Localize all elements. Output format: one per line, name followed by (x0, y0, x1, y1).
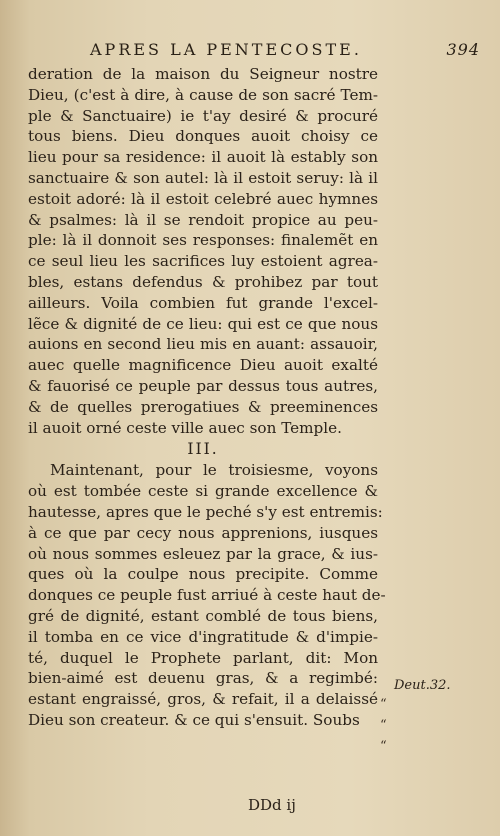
text-line: ce seul lieu les sacrifices luy estoient agrea- (28, 252, 378, 271)
quote-mark: “ (380, 697, 387, 712)
text-line: sanctuaire & son autel: là il estoit seruy: là il (28, 168, 378, 187)
page-number: 394 (446, 40, 480, 59)
text-line: auec quelle magnificence Dieu auoit exalté (28, 356, 378, 375)
running-header (90, 40, 480, 59)
text-line: ple & Sanctuaire) ie t'ay desiré & procuré (28, 106, 378, 125)
paragraph-2 (28, 460, 386, 730)
text-body (28, 64, 386, 731)
marginal-citation: Deut.32. (394, 678, 451, 693)
text-line: hautesse, apres que le peché s'y est entremis: (28, 502, 383, 521)
text-line: & psalmes: là il se rendoit propice au peu- (28, 210, 378, 229)
text-line: bles, estans defendus & prohibez par tout (28, 272, 378, 291)
text-line: il tomba en ce vice d'ingratitude & d'impie- (28, 627, 378, 646)
text-line: lieu pour sa residence: il auoit là estably son (28, 148, 378, 167)
section-number: III. (187, 440, 219, 459)
text-line: deration de la maison du Seigneur nostre (28, 65, 378, 83)
text-line: à ce que par cecy nous apprenions, iusques (28, 523, 378, 542)
text-line: ple: là il donnoit ses responses: finalemẽt en (28, 231, 378, 250)
text-line: Maintenant, pour le troisiesme, voyons (50, 461, 378, 480)
signature-mark: DDd ij (248, 796, 296, 814)
text-line: ques où la coulpe nous precipite. Comme (28, 565, 378, 584)
running-title: APRES LA PENTECOSTE. (90, 40, 362, 59)
quote-mark: “ (380, 718, 387, 733)
text-line: estoit adoré: là il estoit celebré auec hymnes (28, 189, 378, 208)
paragraph-1 (28, 64, 378, 438)
text-line: & fauorisé ce peuple par dessus tous autres, (28, 376, 378, 395)
text-line: estant engraissé, gros, & refait, il a delaissé (28, 690, 378, 709)
text-line: ailleurs. Voila combien fut grande l'excel- (28, 293, 378, 312)
text-line: Dieu, (c'est à dire, à cause de son sacré Tem- (28, 85, 378, 104)
text-line: té, duquel le Prophete parlant, dit: Mon (28, 648, 378, 667)
text-line: lẽce & dignité de ce lieu: qui est ce que nous (28, 314, 378, 333)
text-line: & de quelles prerogatiues & preeminences (28, 397, 378, 416)
text-line: gré de dignité, estant comblé de tous biens, (28, 606, 378, 625)
text-line: bien-aimé est deuenu gras, & a regimbé: (28, 669, 378, 688)
text-line: tous biens. Dieu donques auoit choisy ce (28, 127, 378, 146)
text-line: où est tombée ceste si grande excellence & (28, 482, 378, 501)
text-line: où nous sommes esleuez par la grace, & ius- (28, 544, 378, 563)
text-line: auions en second lieu mis en auant: assauoir, (28, 335, 378, 354)
text-line: il auoit orné ceste ville auec son Temple. (28, 418, 342, 437)
text-line: Dieu son createur. & ce qui s'ensuit. Soubs (28, 710, 360, 729)
text-line: donques ce peuple fust arriué à ceste haut de- (28, 586, 386, 605)
quote-mark: “ (380, 739, 387, 754)
